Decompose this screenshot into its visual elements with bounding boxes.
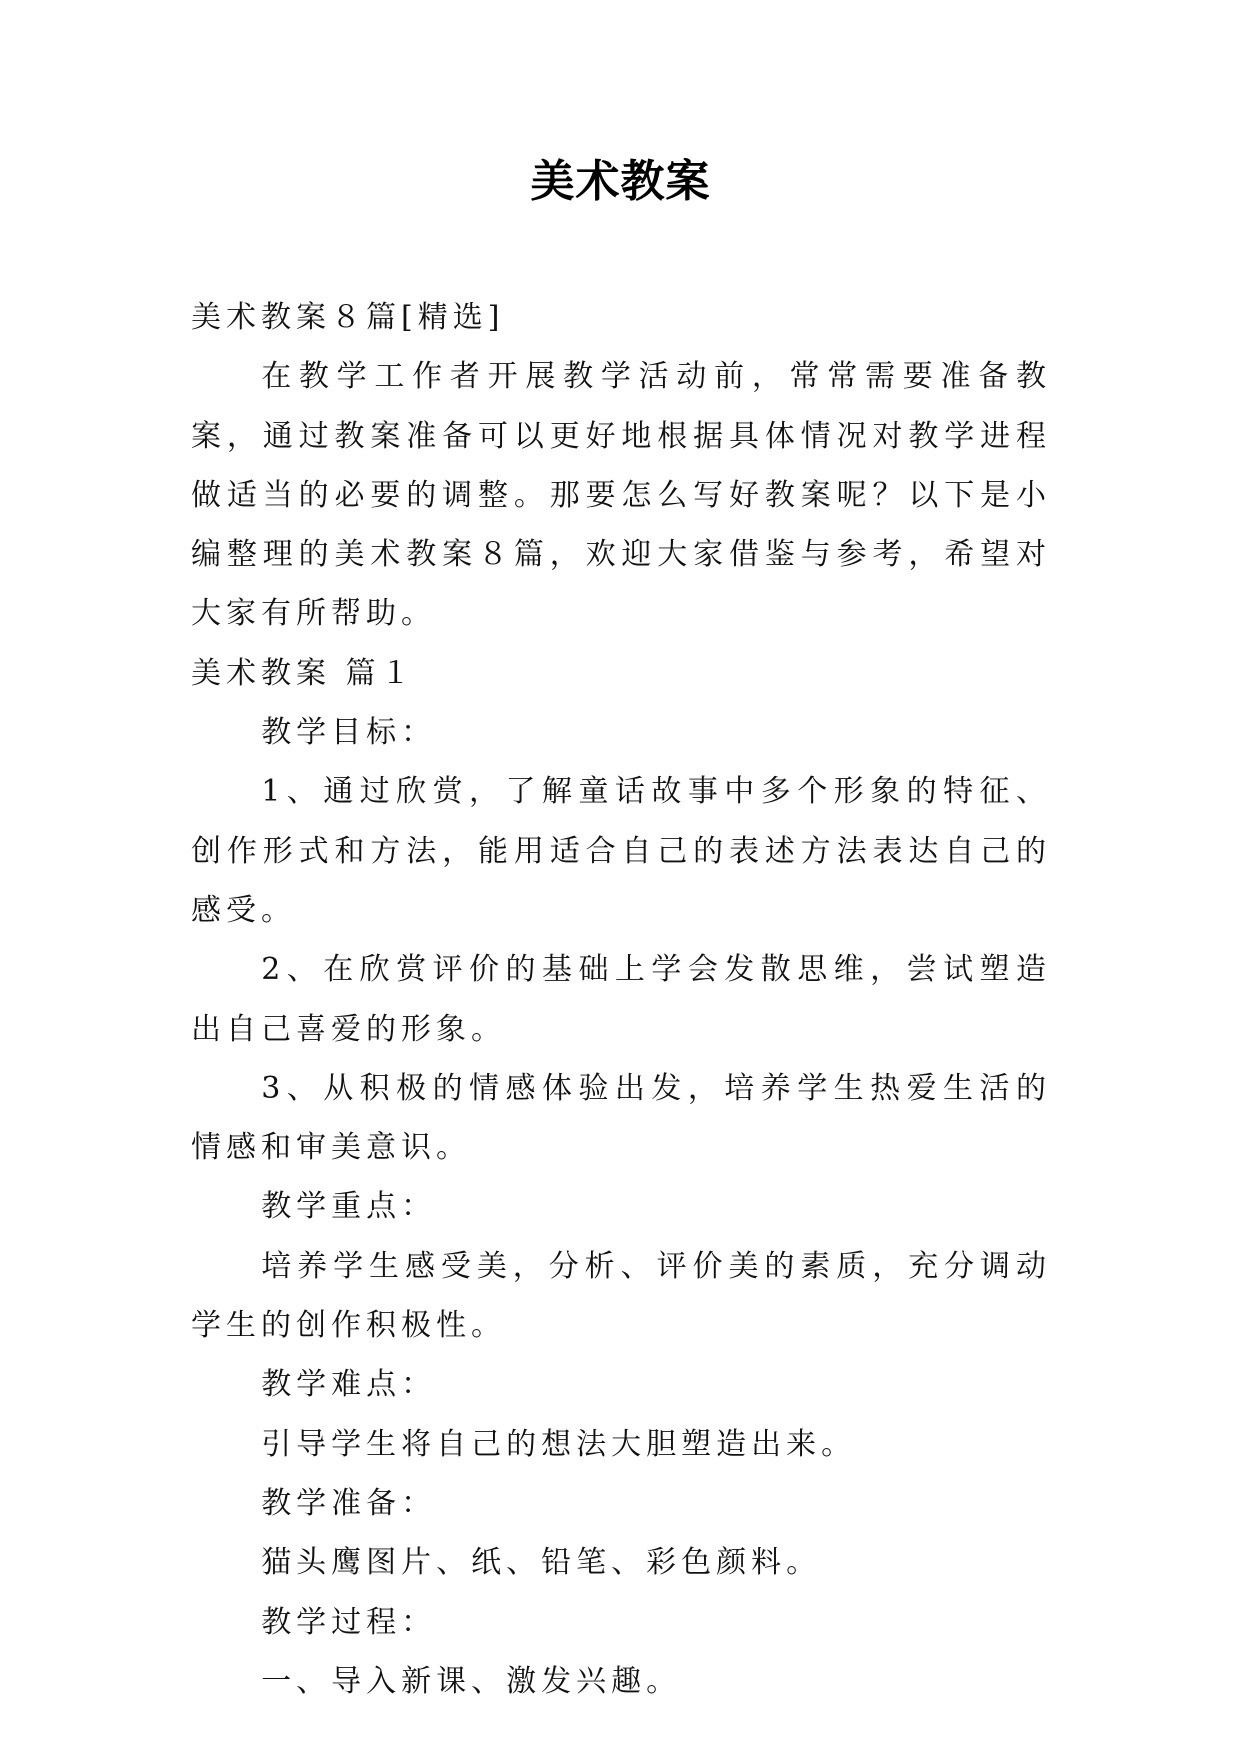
paragraph-process-label: 教学过程： (261, 1604, 437, 1640)
paragraph-goal-2: 2、在欣赏评价的基础上学会发散思维，尝试塑造出自己喜爱的形象。 (191, 952, 1051, 1047)
paragraph-difficulties: 引导学生将自己的想法大胆塑造出来。 (261, 1426, 857, 1462)
paragraph-process-step-1: 一、导入新课、激发兴趣。 (261, 1663, 682, 1699)
paragraph-section-heading: 美术教案 篇１ (191, 655, 416, 691)
paragraph-intro: 在教学工作者开展教学活动前，常常需要准备教案，通过教案准备可以更好地根据具体情况对教学进程做适当的必要的调整。那要怎么写好教案呢？以下是小编整理的美术教案８篇，欢迎大家借鉴与参考，希望对大家有所帮助。 (191, 359, 1051, 632)
paragraph-preparation-label: 教学准备： (261, 1485, 437, 1521)
document-title: 美术教案 (530, 156, 711, 207)
paragraph-goal-1: 1、通过欣赏，了解童话故事中多个形象的特征、创作形式和方法，能用适合自己的表述方法表达自己的感受。 (191, 774, 1051, 928)
paragraph-difficulties-label: 教学难点： (261, 1367, 437, 1403)
paragraph-teaching-goals-label: 教学目标： (261, 715, 437, 751)
paragraph-key-points: 培养学生感受美，分析、评价美的素质，充分调动学生的创作积极性。 (191, 1248, 1051, 1344)
paragraph-goal-3: 3、从积极的情感体验出发，培养学生热爱生活的情感和审美意识。 (191, 1070, 1051, 1166)
paragraph-preparation: 猫头鹰图片、纸、铅笔、彩色颜料。 (261, 1545, 822, 1581)
paragraph-subtitle: 美术教案８篇[精选] (191, 300, 505, 335)
paragraph-key-points-label: 教学重点： (261, 1189, 437, 1225)
document-body (191, 288, 1051, 1711)
